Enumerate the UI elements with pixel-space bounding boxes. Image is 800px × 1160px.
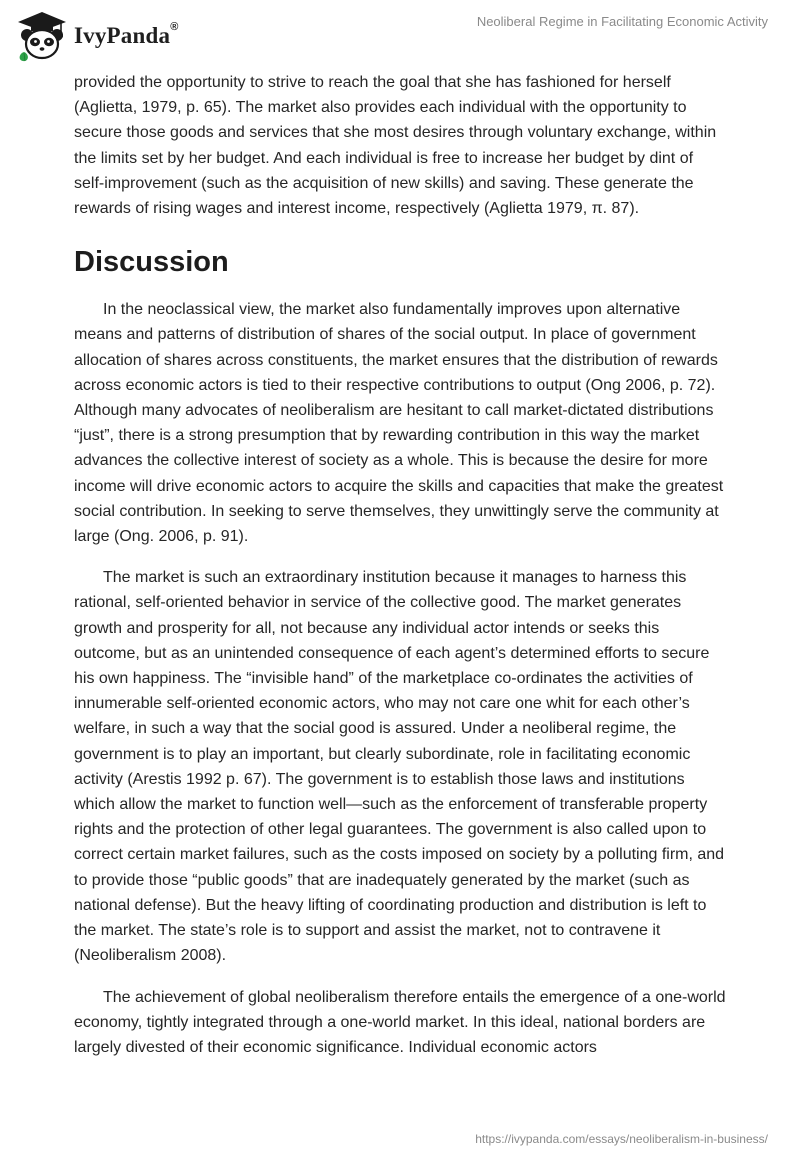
- ivypanda-logo[interactable]: [14, 8, 179, 64]
- intro-paragraph: provided the opportunity to strive to reach the goal that she has fashioned for herself (Aglietta, 1979, p. 65). The market also provides each individual with the opportunity to secure those goods and services that she most desires through voluntary exchange, within the limits set by her budget. And each individual is free to increase her budget by dint of self-improvement (such as the acquisition of new skills) and saving. These generate the rewards of rising wages and interest income, respectively (Aglietta 1979, π. 87).: [74, 74, 717, 218]
- page-header: [0, 0, 800, 70]
- panda-graduate-icon: [14, 8, 70, 64]
- brand-name: IvyPanda®: [74, 21, 179, 48]
- document-title: Neoliberal Regime in Facilitating Economic Activity: [476, 14, 768, 29]
- body-paragraph: The market is such an extraordinary institution because it manages to harness this rational, self-oriented behavior in service of the collective good. The market generates growth and prosperity for all, not because any individual actor intends or seeks this outcome, but as an unintended consequence of each agent’s determined efforts to secure his own happiness. The “invisible hand” of the marketplace co-ordinates the activities of innumerable self-oriented economic actors, who may not care one whit for each other’s welfare, in such a way that the social good is assured. Under a neoliberal regime, the government is to play an important, but clearly subordinate, role in facilitating economic activity (Arestis 1992 p. 67). The government is to establish those laws and institutions which allow the market to function well—such as the enforcement of transferable property rights and the protection of other legal guarantees. The government is also called upon to correct certain market failures, such as the costs imposed on society by a polluting firm, and to provide those “public goods” that are inadequately generated by the market (such as national defense). But the heavy lifting of coordinating production and distribution is left to the market. The state’s role is to support and assist the market, not to contravene it (Neoliberalism 2008).: [74, 569, 725, 965]
- body-paragraph: In the neoclassical view, the market also fundamentally improves upon alternative means and patterns of distribution of shares of the social output. In place of government allocation of shares across constituents, the market ensures that the distribution of rewards across economic actors is tied to their respective contributions to output (Ong 2006, p. 72). Although many advocates of neoliberalism are hesitant to call market-dictated distributions “just”, there is a strong presumption that by rewarding contribution in this way the market advances the collective interest of society as a whole. This is because the desire for more income will drive economic actors to acquire the skills and capacities that make the greatest social contribution. In seeking to serve themselves, they unwittingly serve the community at large (Ong. 2006, p. 91).: [74, 301, 724, 546]
- section-heading: Discussion: [74, 246, 229, 279]
- source-url[interactable]: https://ivypanda.com/essays/neoliberalism-in-business/: [475, 1132, 768, 1146]
- body-paragraph: The achievement of global neoliberalism therefore entails the emergence of a one-world economy, tightly integrated through a one-world market. In this ideal, national borders are largely divested of their economic significance. Individual economic actors: [74, 988, 726, 1056]
- essay-body: [74, 70, 726, 1060]
